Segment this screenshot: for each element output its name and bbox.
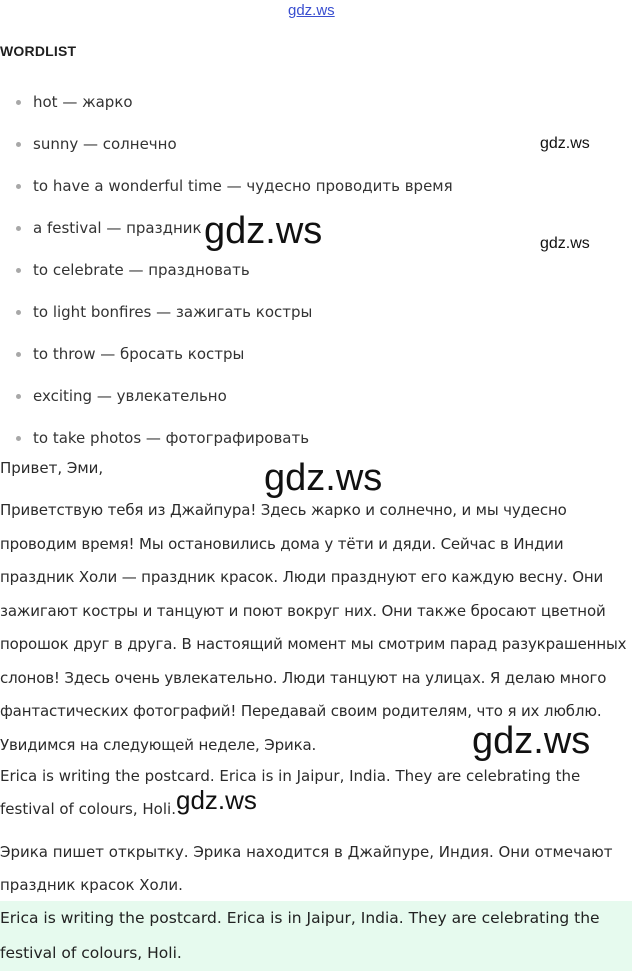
bullet-icon xyxy=(16,268,21,273)
answer-english: Erica is writing the postcard. Erica is in Jaipur, India. They are celebrating the festival of colours, Holi. xyxy=(0,767,581,818)
bullet-icon xyxy=(16,394,21,399)
list-item xyxy=(0,334,520,376)
list-item xyxy=(0,166,520,208)
list-item-text: to throw — бросать костры xyxy=(33,345,245,363)
list-item-text: hot — жарко xyxy=(33,93,133,111)
bullet-icon xyxy=(16,226,21,231)
bullet-icon xyxy=(16,142,21,147)
letter-greeting: Привет, Эми, xyxy=(0,459,104,477)
list-item-text: a festival — праздник xyxy=(33,219,202,237)
list-item xyxy=(0,292,520,334)
bullet-icon xyxy=(16,352,21,357)
list-item xyxy=(0,250,520,292)
watermark-link[interactable]: gdz.ws xyxy=(288,2,335,19)
list-item xyxy=(0,418,520,460)
list-item xyxy=(0,376,520,418)
list-item-text: to light bonfires — зажигать костры xyxy=(33,303,313,321)
watermark-text: gdz.ws xyxy=(264,457,383,499)
wordlist xyxy=(0,82,520,460)
list-item xyxy=(0,124,520,166)
highlighted-answer xyxy=(0,901,632,971)
watermark-text: gdz.ws xyxy=(540,135,590,152)
bullet-icon xyxy=(16,310,21,315)
watermark-text: gdz.ws xyxy=(540,235,590,252)
wordlist-heading: WORDLIST xyxy=(0,43,77,59)
watermark-text: gdz.ws xyxy=(472,720,591,762)
highlighted-answer-text: Erica is writing the postcard. Erica is in Jaipur, India. They are celebrating the festival of colours, Holi. xyxy=(0,909,600,962)
watermark-text: gdz.ws xyxy=(204,210,323,252)
list-item-text: to have a wonderful time — чудесно проводить время xyxy=(33,177,453,195)
list-item-text: sunny — солнечно xyxy=(33,135,177,153)
bullet-icon xyxy=(16,100,21,105)
bullet-icon xyxy=(16,184,21,189)
watermark-text: gdz.ws xyxy=(176,785,257,815)
bullet-icon xyxy=(16,436,21,441)
list-item-text: exciting — увлекательно xyxy=(33,387,227,405)
list-item-text: to celebrate — праздновать xyxy=(33,261,250,279)
list-item-text: to take photos — фотографировать xyxy=(33,429,310,447)
letter-body: Приветствую тебя из Джайпура! Здесь жарко и солнечно, и мы чудесно проводим время! Мы остановились дома у тёти и дяди. Сейчас в Индии праздник Холи — праздник красок. Люди празднуют его каждую весну. Они зажигают костры и танцуют и поют вокруг них. Они также бросают цветной порошок друг в друга. В настоящий момент мы смотрим парад разукрашенных слонов! Здесь очень увлекательно. Люди танцуют на улицах. Я делаю много фантастических фотографий! Передавай своим родителям, что я их люблю. Увидимся на следующей неделе, Эрика. xyxy=(0,501,627,754)
answer-russian: Эрика пишет открытку. Эрика находится в Джайпуре, Индия. Они отмечают праздник красок Холи. xyxy=(0,843,613,894)
list-item xyxy=(0,82,520,124)
